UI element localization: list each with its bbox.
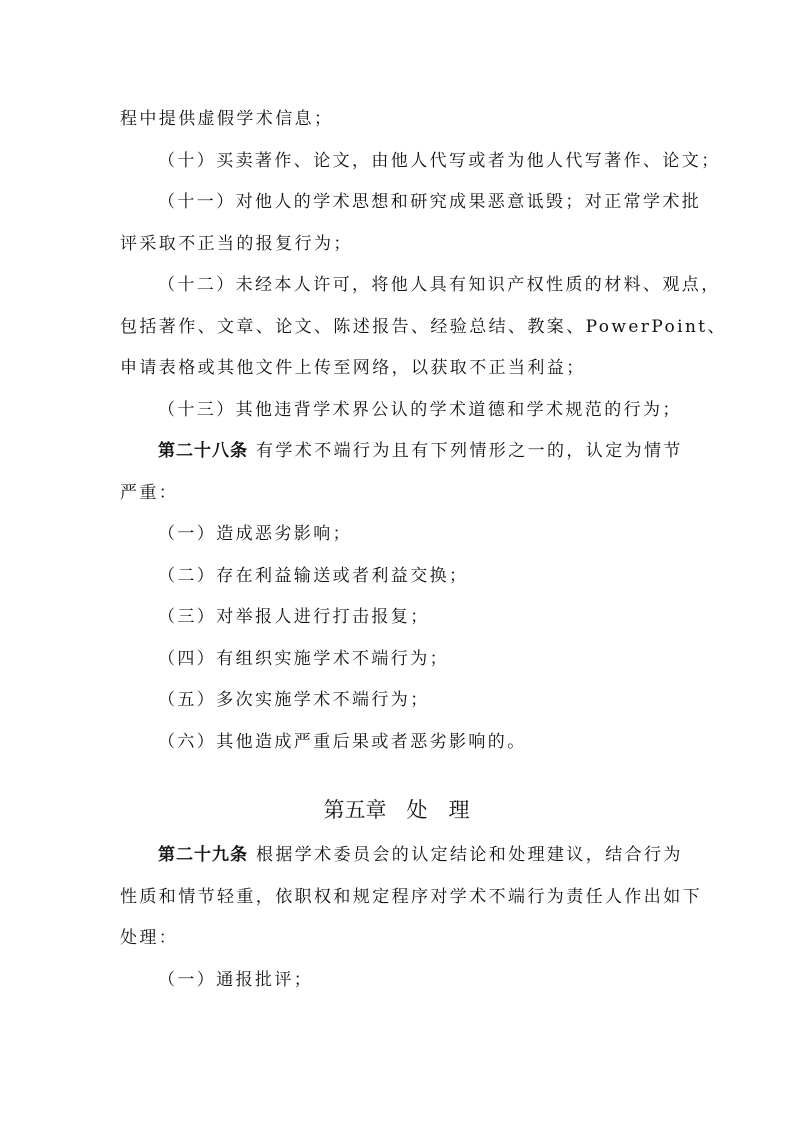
list-item: （十三）其他违背学术界公认的学术道德和学术规范的行为； <box>158 400 682 420</box>
article-label: 第二十九条 <box>158 845 248 865</box>
article-text: 有学术不端行为且有下列情形之一的，认定为情节 <box>256 441 683 461</box>
chapter-title: 处 理 <box>406 798 470 822</box>
list-item: （一）通报批评； <box>158 970 314 990</box>
chapter-heading <box>0 796 793 824</box>
paragraph-line: 评采取不正当的报复行为； <box>120 234 353 254</box>
list-item: （二）存在利益输送或者利益交换； <box>158 566 469 586</box>
article-text: 根据学术委员会的认定结论和处理建议，结合行为 <box>256 845 683 865</box>
paragraph-line: 程中提供虚假学术信息； <box>120 109 334 129</box>
paragraph-line: 性质和情节轻重，依职权和规定程序对学术不端行为责任人作出如下 <box>120 887 702 907</box>
paragraph-line: 申请表格或其他文件上传至网络，以获取不正当利益； <box>120 358 586 378</box>
chapter-number: 第五章 <box>323 798 387 822</box>
list-item: （五）多次实施学术不端行为； <box>158 690 430 710</box>
list-item: （三）对举报人进行打击报复； <box>158 607 430 627</box>
list-item: （一）造成恶劣影响； <box>158 524 352 544</box>
list-item: （六）其他造成严重后果或者恶劣影响的。 <box>158 732 527 752</box>
paragraph-line: 严重： <box>120 483 179 503</box>
article-label: 第二十八条 <box>158 441 248 461</box>
list-item: （十一）对他人的学术思想和研究成果恶意诋毁；对正常学术批 <box>158 192 702 212</box>
list-item: （十）买卖著作、论文，由他人代写或者为他人代写著作、论文； <box>158 151 721 171</box>
article-29 <box>158 844 683 866</box>
list-item: （四）有组织实施学术不端行为； <box>158 649 449 669</box>
paragraph-line: 包括著作、文章、论文、陈述报告、经验总结、教案、PowerPoint、 <box>120 317 727 337</box>
paragraph-line: 处理： <box>120 928 179 948</box>
article-28 <box>158 440 683 462</box>
list-item: （十二）未经本人许可，将他人具有知识产权性质的材料、观点， <box>158 275 721 295</box>
